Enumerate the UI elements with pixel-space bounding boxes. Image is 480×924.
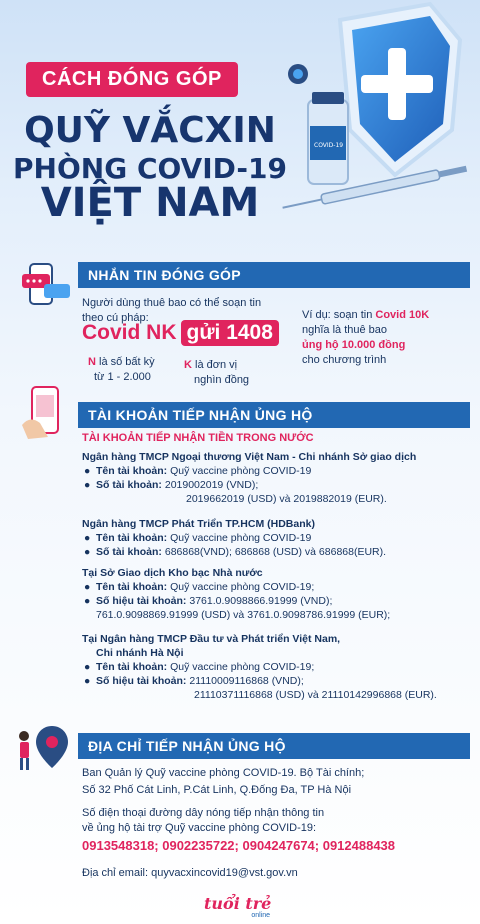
bank-1 [82, 450, 472, 506]
sms-send-number: gửi 1408 [181, 320, 279, 346]
bank-4-account-number-cont: 21110371116868 (USD) và 21110142996868 (EUR). [194, 689, 437, 701]
title-line-2: PHÒNG COVID-19 [13, 152, 287, 185]
sms-example [302, 308, 472, 368]
bank-1-account-number: ● Số tài khoản: 2019002019 (VND); [84, 479, 259, 491]
email-label: Địa chỉ email: [82, 867, 152, 879]
hotline-intro-2: về ủng hộ tài trợ Quỹ vaccine phòng COVID-19: [82, 822, 317, 834]
sms-code: Covid NK [82, 321, 177, 344]
tuoi-tre-logo [204, 896, 276, 918]
example-amount: ủng hộ 10.000 đồng [302, 339, 406, 351]
mobile-payment-icon [18, 385, 72, 441]
email-address[interactable]: quyvacxincovid19@vst.gov.vn [151, 867, 298, 879]
email-line [82, 866, 298, 881]
title-line-1: QUỸ VẮCXIN [24, 110, 276, 151]
example-pre: Ví dụ: soạn tin [302, 309, 376, 321]
example-code: Covid 10K [375, 309, 430, 321]
title-line-3: VIỆT NAM [40, 180, 260, 226]
vaccine-shield-illustration [280, 0, 480, 230]
hotline-intro-1: Số điện thoại đường dây nóng tiếp nhận thông tin [82, 807, 325, 819]
address-line-1: Ban Quản lý Quỹ vaccine phòng COVID-19. Bộ Tài chính; [82, 767, 365, 779]
logo-sub: online [251, 912, 270, 919]
n-range: từ 1 - 2.000 [94, 371, 151, 383]
sms-n-legend [88, 355, 155, 385]
bank-3-account-number-cont: 761.0.9098869.91999 (USD) và 3761.0.9098786.91999 (EUR); [96, 609, 391, 621]
address-section-heading: ĐỊA CHỈ TIẾP NHẬN ỦNG HỘ [78, 733, 470, 759]
n-letter: N [88, 356, 96, 368]
bank-3-name: Tại Sở Giao dịch Kho bạc Nhà nước [82, 567, 263, 579]
sms-syntax [82, 320, 279, 346]
hero [0, 0, 480, 250]
bank-3 [82, 566, 472, 622]
bank-4-name: Tại Ngân hàng TMCP Đầu tư và Phát triển Việt Nam, [82, 633, 341, 645]
bullet: ● [84, 595, 91, 607]
k-unit: nghìn đồng [194, 374, 250, 386]
bullet: ● [84, 661, 91, 673]
bank-2-account-number: ● Số tài khoản: 686868(VND); 686868 (USD) và 686868(EUR). [84, 546, 387, 558]
k-letter: K [184, 359, 192, 371]
bank-4-account-number: ● Số hiệu tài khoản: 21110009116868 (VND); [84, 675, 304, 687]
sms-intro: Người dùng thuê bao có thể soạn tin theo cú pháp: [82, 297, 262, 324]
bank-2-name: Ngân hàng TMCP Phát Triển TP.HCM (HDBank) [82, 518, 315, 530]
bullet: ● [84, 675, 91, 687]
example-end: cho chương trình [302, 354, 387, 366]
n-desc: là số bất kỳ [95, 356, 155, 368]
address-line-2: Số 32 Phố Cát Linh, P.Cát Linh, Q.Đống Đa, TP Hà Nội [82, 784, 352, 796]
bank-2 [82, 517, 472, 559]
bank-3-account-name: ● Tên tài khoản: Quỹ vaccine phòng COVID-19; [84, 581, 315, 593]
header-tag: CÁCH ĐÓNG GÓP [26, 62, 238, 97]
bullet: ● [84, 532, 91, 544]
bank-1-account-number-cont: 2019662019 (USD) và 2019882019 (EUR). [186, 493, 387, 505]
bank-3-account-number: ● Số hiệu tài khoản: 3761.0.9098866.91999 (VND); [84, 595, 333, 607]
bank-1-name: Ngân hàng TMCP Ngoại thương Việt Nam - Chi nhánh Sở giao dịch [82, 451, 417, 463]
hotline-numbers: 0913548318; 0902235722; 0904247674; 0912488438 [82, 838, 396, 853]
phone-message-icon [20, 262, 72, 308]
sms-k-legend [184, 358, 249, 388]
example-mid: nghĩa là thuê bao [302, 324, 388, 336]
accounts-section-heading: TÀI KHOẢN TIẾP NHẬN ỦNG HỘ [78, 402, 470, 428]
bank-4 [82, 632, 472, 702]
bullet: ● [84, 581, 91, 593]
bullet: ● [84, 546, 91, 558]
bullet: ● [84, 479, 91, 491]
k-desc: là đơn vị [191, 359, 238, 371]
bank-4-branch: Chi nhánh Hà Nội [96, 647, 184, 659]
bullet: ● [84, 465, 91, 477]
location-pin-icon [14, 722, 74, 774]
bank-1-account-name: ● Tên tài khoản: Quỹ vaccine phòng COVID-19 [84, 465, 312, 477]
bank-2-account-name: ● Tên tài khoản: Quỹ vaccine phòng COVID-19 [84, 532, 312, 544]
logo-main: tuổi trẻ [204, 894, 272, 913]
sms-section-heading: NHẮN TIN ĐÓNG GÓP [78, 262, 470, 288]
domestic-accounts-subheading: TÀI KHOẢN TIẾP NHẬN TIỀN TRONG NƯỚC [82, 432, 314, 444]
bank-4-account-name: ● Tên tài khoản: Quỹ vaccine phòng COVID-19; [84, 661, 315, 673]
svg-text:COVID-19: COVID-19 [314, 142, 344, 149]
